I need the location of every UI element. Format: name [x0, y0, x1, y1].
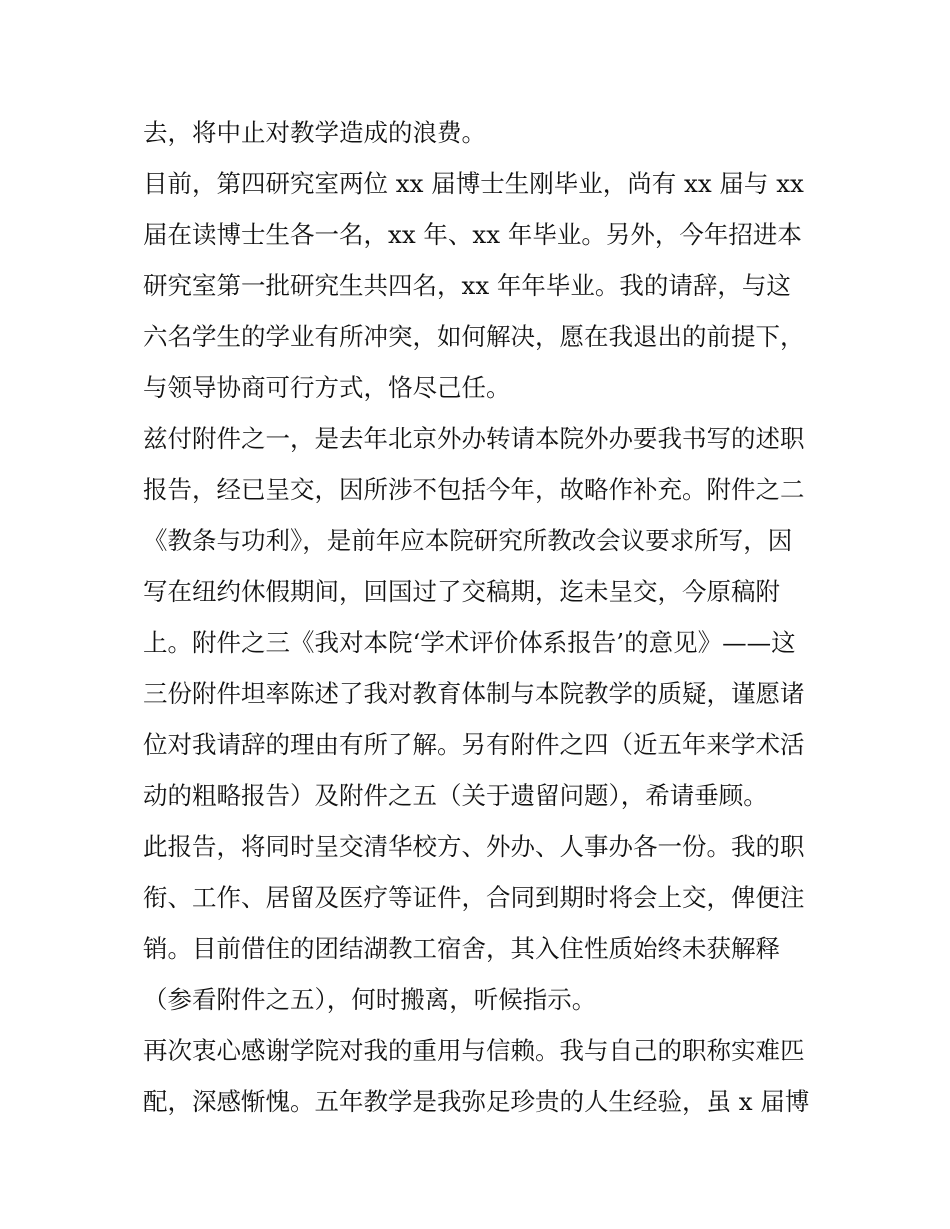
text-line: 去，将中止对教学造成的浪费。	[143, 118, 486, 147]
text-line: 上。附件之三《我对本院‘学术评价体系报告’的意见》——这	[143, 628, 796, 657]
text-line: 位对我请辞的理由有所了解。另有附件之四（近五年来学术活	[143, 730, 805, 759]
text-line: 研究室第一批研究生共四名，xx 年年毕业。我的请辞，与这	[143, 271, 791, 300]
text-line: 再次衷心感谢学院对我的重用与信赖。我与自己的职称实难匹	[143, 1036, 805, 1065]
text-line: 配，深感惭愧。五年教学是我弥足珍贵的人生经验，虽 x 届博	[143, 1087, 810, 1116]
text-line: 衔、工作、居留及医疗等证件，合同到期时将会上交，俾便注	[143, 883, 805, 912]
text-line: 与领导协商可行方式，恪尽己任。	[143, 373, 511, 402]
body-text	[143, 107, 823, 1127]
text-line: 兹付附件之一，是去年北京外办转请本院外办要我书写的述职	[143, 424, 805, 453]
text-line: 届在读博士生各一名，xx 年、xx 年毕业。另外，今年招进本	[143, 220, 802, 249]
text-line: 目前，第四研究室两位 xx 届博士生刚毕业，尚有 xx 届与 xx	[143, 169, 804, 198]
text-line: 动的粗略报告）及附件之五（关于遗留问题），希请垂顾。	[143, 781, 768, 810]
text-line: 《教条与功利》，是前年应本院研究所教改会议要求所写，因	[143, 526, 793, 555]
text-line: （参看附件之五），何时搬离，听候指示。	[143, 985, 597, 1014]
text-line: 报告，经已呈交，因所涉不包括今年，故略作补充。附件之二	[143, 475, 805, 504]
text-line: 销。目前借住的团结湖教工宿舍，其入住性质始终未获解释	[143, 934, 780, 963]
text-line: 三份附件坦率陈述了我对教育体制与本院教学的质疑，谨愿诸	[143, 679, 805, 708]
text-line: 写在纽约休假期间，回国过了交稿期，迄未呈交，今原稿附	[143, 577, 780, 606]
text-line: 六名学生的学业有所冲突，如何解决，愿在我退出的前提下，	[143, 322, 805, 351]
text-line: 此报告，将同时呈交清华校方、外办、人事办各一份。我的职	[143, 832, 805, 861]
